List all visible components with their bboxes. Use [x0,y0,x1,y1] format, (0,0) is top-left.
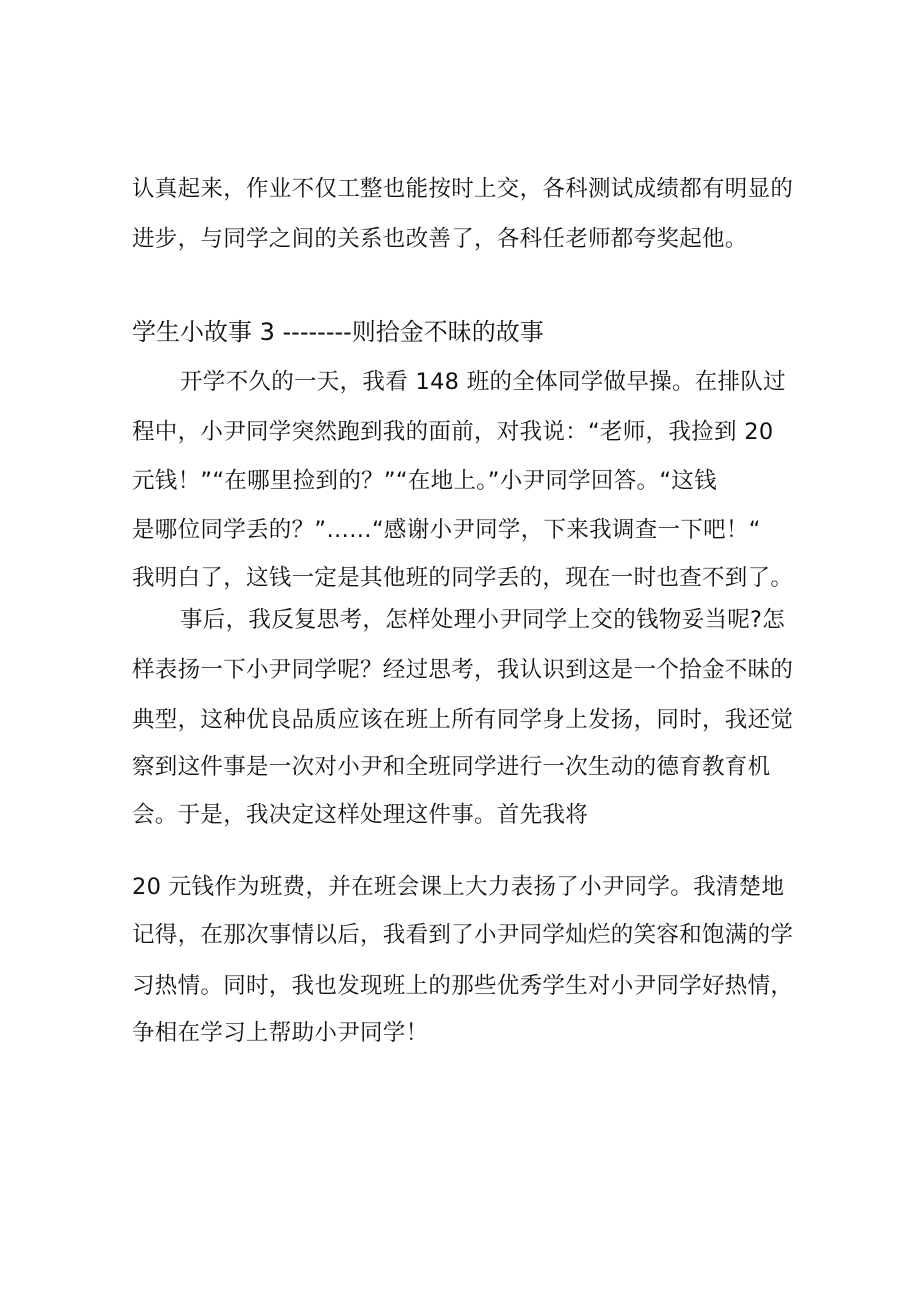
story-title: 学生小故事 3 --------则拾金不昧的故事 [132,318,544,346]
text-line: 程中，小尹同学突然跑到我的面前，对我说：“老师，我捡到 20 [132,419,774,445]
text-line: 进步，与同学之间的关系也改善了，各科任老师都夸奖起他。 [132,226,748,252]
text-line: 争相在学习上帮助小尹同学！ [132,1020,429,1046]
text-line: 记得，在那次事情以后，我看到了小尹同学灿烂的笑容和饱满的学 [132,922,794,948]
text-line: 认真起来，作业不仅工整也能按时上交，各科测试成绩都有明显的 [132,176,794,202]
text-line: 元钱！”“在哪里捡到的？”“在地上。”小尹同学回答。“这钱 [132,468,717,494]
text-line: 会。于是，我决定这样处理这件事。首先我将 [132,802,589,828]
text-line: 开学不久的一天，我看 148 班的全体同学做早操。在排队过 [180,369,786,395]
text-line: 我明白了，这钱一定是其他班的同学丢的，现在一时也查不到了。 [132,565,794,591]
text-line: 察到这件事是一次对小尹和全班同学进行一次生动的德育教育机 [132,754,771,780]
text-line: 样表扬一下小尹同学呢？经过思考，我认识到这是一个拾金不昧的 [132,657,794,683]
text-line: 20 元钱作为班费，并在班会课上大力表扬了小尹同学。我清楚地 [132,874,785,900]
text-line: 习热情。同时，我也发现班上的那些优秀学生对小尹同学好热情， [132,973,794,999]
text-line: 是哪位同学丢的？”……“感谢小尹同学，下来我调查一下吧！“ [132,517,761,543]
text-line: 事后，我反复思考，怎样处理小尹同学上交的钱物妥当呢?怎 [180,607,786,633]
text-line: 典型，这种优良品质应该在班上所有同学身上发扬，同时，我还觉 [132,707,794,733]
